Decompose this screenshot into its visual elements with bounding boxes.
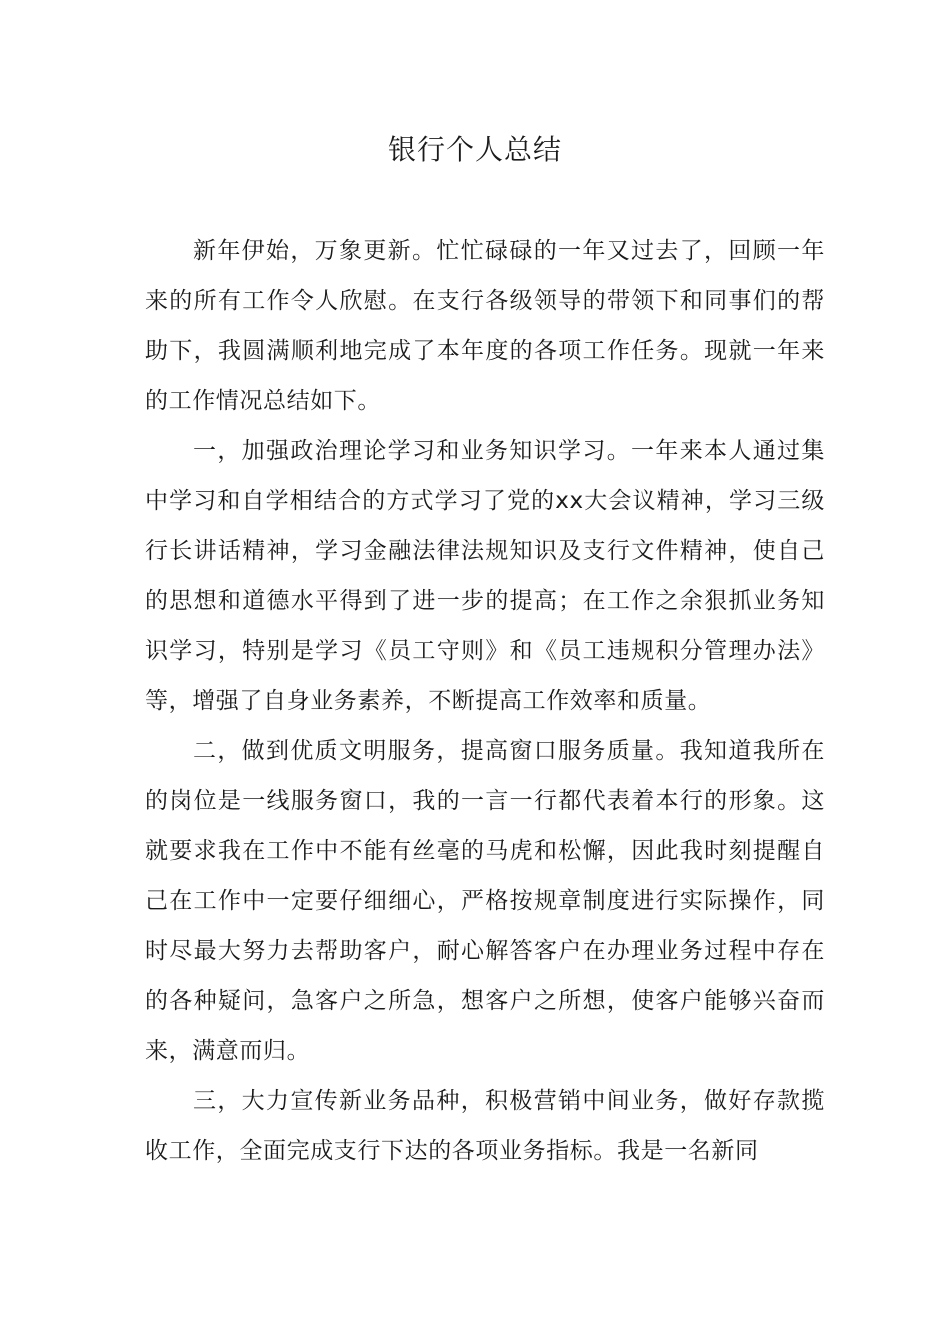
document-body <box>145 226 825 1176</box>
paragraph-section-3: 三，大力宣传新业务品种，积极营销中间业务，做好存款揽收工作，全面完成支行下达的各项业务指标。我是一名新同 <box>145 1088 825 1164</box>
paragraph-intro: 新年伊始，万象更新。忙忙碌碌的一年又过去了，回顾一年来的所有工作令人欣慰。在支行各级领导的带领下和同事们的帮助下，我圆满顺利地完成了本年度的各项工作任务。现就一年来的工作情况总结如下。 <box>145 238 825 414</box>
document-title: 银行个人总结 <box>387 133 562 166</box>
paragraph-section-1: 一，加强政治理论学习和业务知识学习。一年来本人通过集中学习和自学相结合的方式学习了党的xx大会议精神，学习三级行长讲话精神，学习金融法律法规知识及支行文件精神，使自己的思想和道德水平得到了进一步的提高；在工作之余狠抓业务知识学习，特别是学习《员工守则》和《员工违规积分管理办法》等，增强了自身业务素养，不断提高工作效率和质量。 <box>145 438 825 714</box>
paragraph-section-2: 二，做到优质文明服务，提高窗口服务质量。我知道我所在的岗位是一线服务窗口，我的一言一行都代表着本行的形象。这就要求我在工作中不能有丝毫的马虎和松懈，因此我时刻提醒自己在工作中一定要仔细细心，严格按规章制度进行实际操作，同时尽最大努力去帮助客户，耐心解答客户在办理业务过程中存在的各种疑问，急客户之所急，想客户之所想，使客户能够兴奋而来，满意而归。 <box>145 738 825 1064</box>
